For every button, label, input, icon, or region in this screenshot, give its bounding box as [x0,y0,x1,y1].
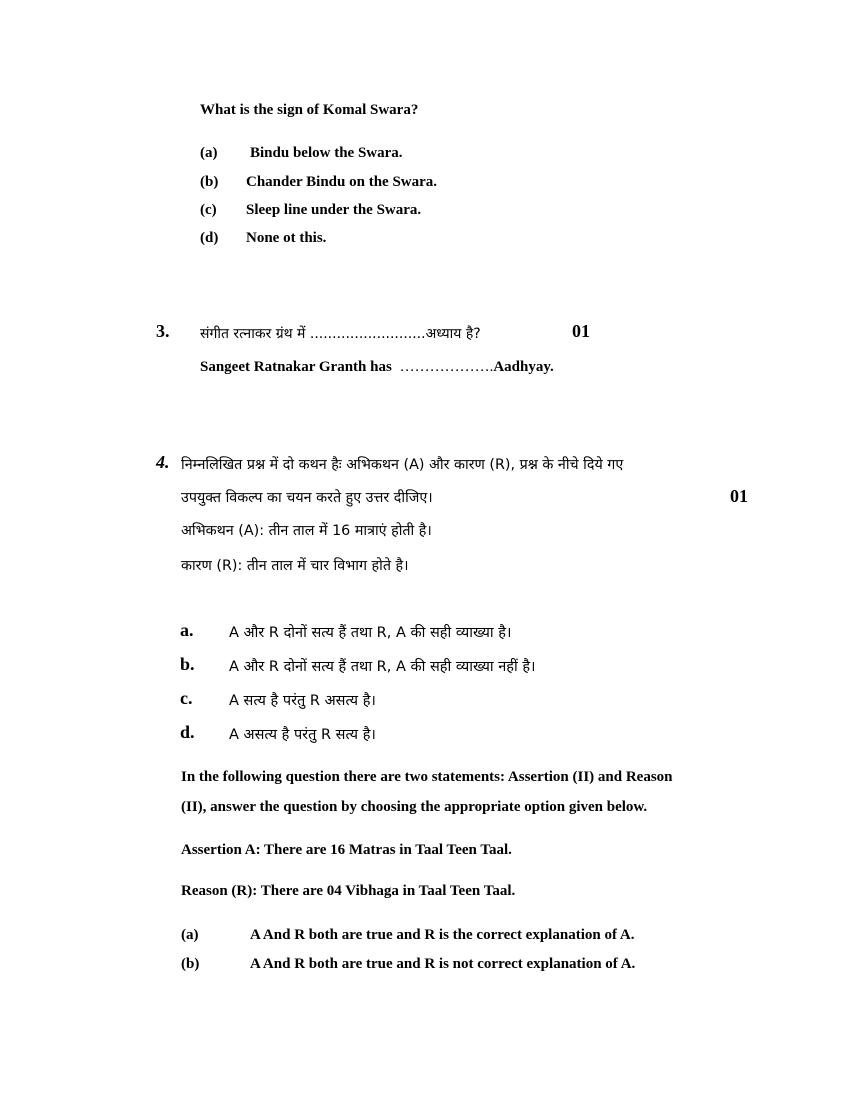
q3-question-prefix: Sangeet Ratnakar Granth has [200,359,392,375]
q4-en-option-a-text: A And R both are true and R is the correct explanation of A. [250,927,635,943]
q2-question: What is the sign of Komal Swara? [200,102,419,118]
q4-reason-english: Reason (R): There are 04 Vibhaga in Taal Teen Taal. [181,883,516,899]
q4-option-d-label: d. [180,722,195,742]
q4-option-b-text: A और R दोनों सत्य हैं तथा R, A की सही व्याख्या नहीं है। [229,659,536,675]
q4-instruction-english-line2: (II), answer the question by choosing the appropriate option given below. [181,799,648,815]
q4-number: 4. [156,452,170,472]
q2-option-a-label: (a) [200,145,218,161]
q4-instruction-hindi-line1: निम्नलिखित प्रश्न में दो कथन हैः अभिकथन (A) और कारण (R), प्रश्न के नीचे दिये गए [181,457,624,473]
q4-option-c-text: A सत्य है परंतु R असत्य है। [229,693,376,709]
q2-option-c-label: (c) [200,202,217,218]
q4-option-d-text: A असत्य है परंतु R सत्य है। [229,727,376,743]
q4-marks: 01 [730,486,748,506]
q4-option-a-label: a. [180,620,194,640]
q2-option-b-text: Chander Bindu on the Swara. [246,174,438,190]
q4-en-option-b-text: A And R both are true and R is not correct explanation of A. [250,956,636,972]
q3-question-suffix: Aadhyay. [493,359,554,375]
q4-option-a-text: A और R दोनों सत्य हैं तथा R, A की सही व्याख्या है। [229,625,512,641]
q4-instruction-english-line1: In the following question there are two statements: Assertion (II) and Reason [181,769,673,785]
q4-en-option-b-label: (b) [181,956,200,972]
q2-option-d-label: (d) [200,230,219,246]
q3-question-hindi: संगीत रत्नाकर ग्रंथ में ..........................अध्याय है? [200,326,481,342]
q4-instruction-hindi-line2: उपयुक्त विकल्प का चयन करते हुए उत्तर दीजिए। [181,490,433,506]
q3-marks: 01 [572,321,590,341]
q2-option-d-text: None ot this. [246,230,327,246]
q3-blank: ………………. [399,359,494,375]
q2-option-b-label: (b) [200,174,219,190]
q4-option-c-label: c. [180,688,193,708]
q4-option-b-label: b. [180,654,195,674]
q3-question-english [200,359,554,376]
q4-en-option-a-label: (a) [181,927,199,943]
q4-assertion-english: Assertion A: There are 16 Matras in Taal Teen Taal. [181,842,512,858]
q4-reason-hindi: कारण (R): तीन ताल में चार विभाग होते है। [181,558,409,574]
q2-option-c-text: Sleep line under the Swara. [246,202,422,218]
q4-assertion-hindi: अभिकथन (A): तीन ताल में 16 मात्राएं होती है। [181,523,432,539]
q2-option-a-text: Bindu below the Swara. [250,145,403,161]
q3-number: 3. [156,321,170,341]
